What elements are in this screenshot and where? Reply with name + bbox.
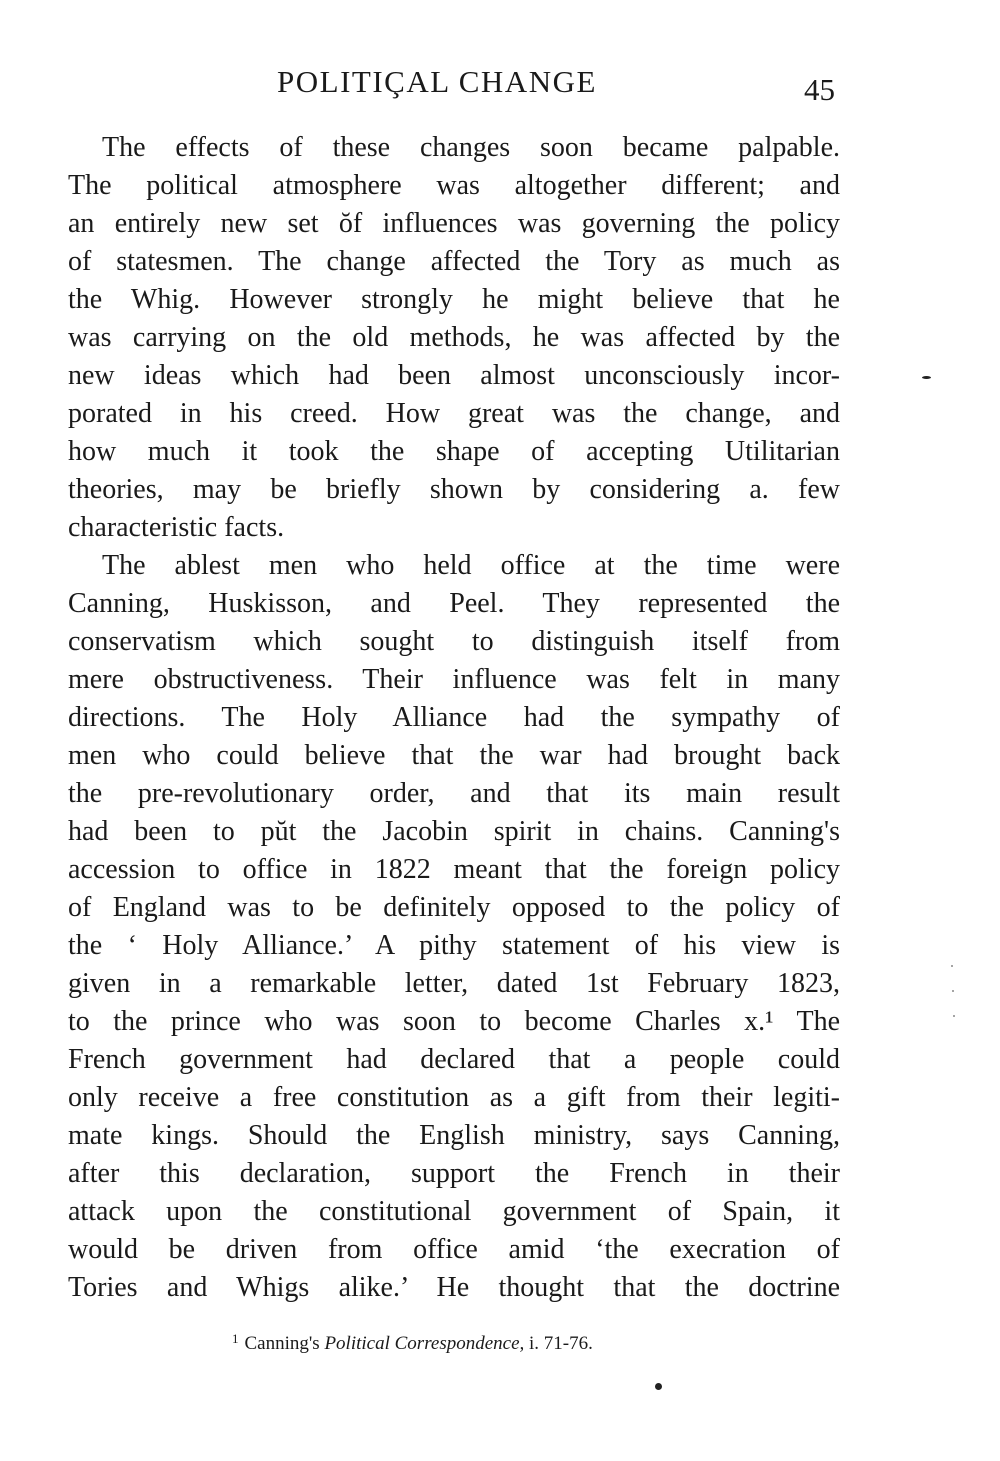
- text-line: French government had declared that a people could: [68, 1044, 840, 1075]
- text-line: accession to office in 1822 meant that the foreign policy: [68, 854, 840, 885]
- chapter-title: POLITIÇAL CHANGE: [277, 64, 597, 99]
- text-line: new ideas which had been almost unconsciously incor-: [68, 360, 840, 391]
- footnote-mark: 1: [232, 1331, 239, 1346]
- scan-speck: [952, 990, 954, 992]
- scan-speck: [655, 1383, 662, 1390]
- text-line: The effects of these changes soon became palpable.: [102, 132, 840, 163]
- text-line: theories, may be briefly shown by considering a. few: [68, 474, 840, 505]
- footnote: [232, 1326, 593, 1357]
- scan-speck: [953, 1015, 955, 1017]
- text-line: mate kings. Should the English ministry, says Canning,: [68, 1120, 840, 1151]
- text-line: was carrying on the old methods, he was affected by the: [68, 322, 840, 353]
- text-line: after this declaration, support the French in their: [68, 1158, 840, 1189]
- text-line: the ‘ Holy Alliance.’ A pithy statement of his view is: [68, 930, 840, 961]
- text-line: an entirely new set ŏf influences was governing the policy: [68, 208, 840, 239]
- text-line: men who could believe that the war had brought back: [68, 740, 840, 771]
- text-line: mere obstructiveness. Their influence was felt in many: [68, 664, 840, 695]
- footnote-text: Canning's: [244, 1333, 325, 1354]
- text-line: would be driven from office amid ‘the execration of: [68, 1234, 840, 1265]
- text-line: Canning, Huskisson, and Peel. They represented the: [68, 588, 840, 619]
- text-line: given in a remarkable letter, dated 1st February 1823,: [68, 968, 840, 999]
- text-line: conservatism which sought to distinguish itself from: [68, 626, 840, 657]
- text-line: The political atmosphere was altogether different; and: [68, 170, 840, 201]
- text-line: attack upon the constitutional government of Spain, it: [68, 1196, 840, 1227]
- text-line: of statesmen. The change affected the Tory as much as: [68, 246, 840, 277]
- running-head: [0, 62, 1000, 107]
- footnote-reference: i. 71-76.: [524, 1333, 593, 1354]
- text-line: only receive a free constitution as a gift from their legiti-: [68, 1082, 840, 1113]
- text-line: of England was to be definitely opposed to the policy of: [68, 892, 840, 923]
- text-line: characteristic facts.: [68, 512, 285, 543]
- text-line: the pre-revolutionary order, and that its main result: [68, 778, 840, 809]
- text-line: porated in his creed. How great was the change, and: [68, 398, 840, 429]
- text-line: Tories and Whigs alike.’ He thought that the doctrine: [68, 1272, 840, 1303]
- scan-speck: [922, 376, 931, 379]
- text-line: how much it took the shape of accepting Utilitarian: [68, 436, 840, 467]
- text-line: the Whig. However strongly he might believe that he: [68, 284, 840, 315]
- scan-speck: [951, 965, 953, 967]
- text-line: had been to pŭt the Jacobin spirit in chains. Canning's: [68, 816, 840, 847]
- page-number: 45: [804, 72, 835, 107]
- text-line: directions. The Holy Alliance had the sympathy of: [68, 702, 840, 733]
- footnote-title: Political Correspondence,: [324, 1333, 525, 1354]
- body-text: [68, 129, 840, 1307]
- text-line: to the prince who was soon to become Charles x.¹ The: [68, 1006, 840, 1037]
- text-line: The ablest men who held office at the time were: [102, 550, 840, 581]
